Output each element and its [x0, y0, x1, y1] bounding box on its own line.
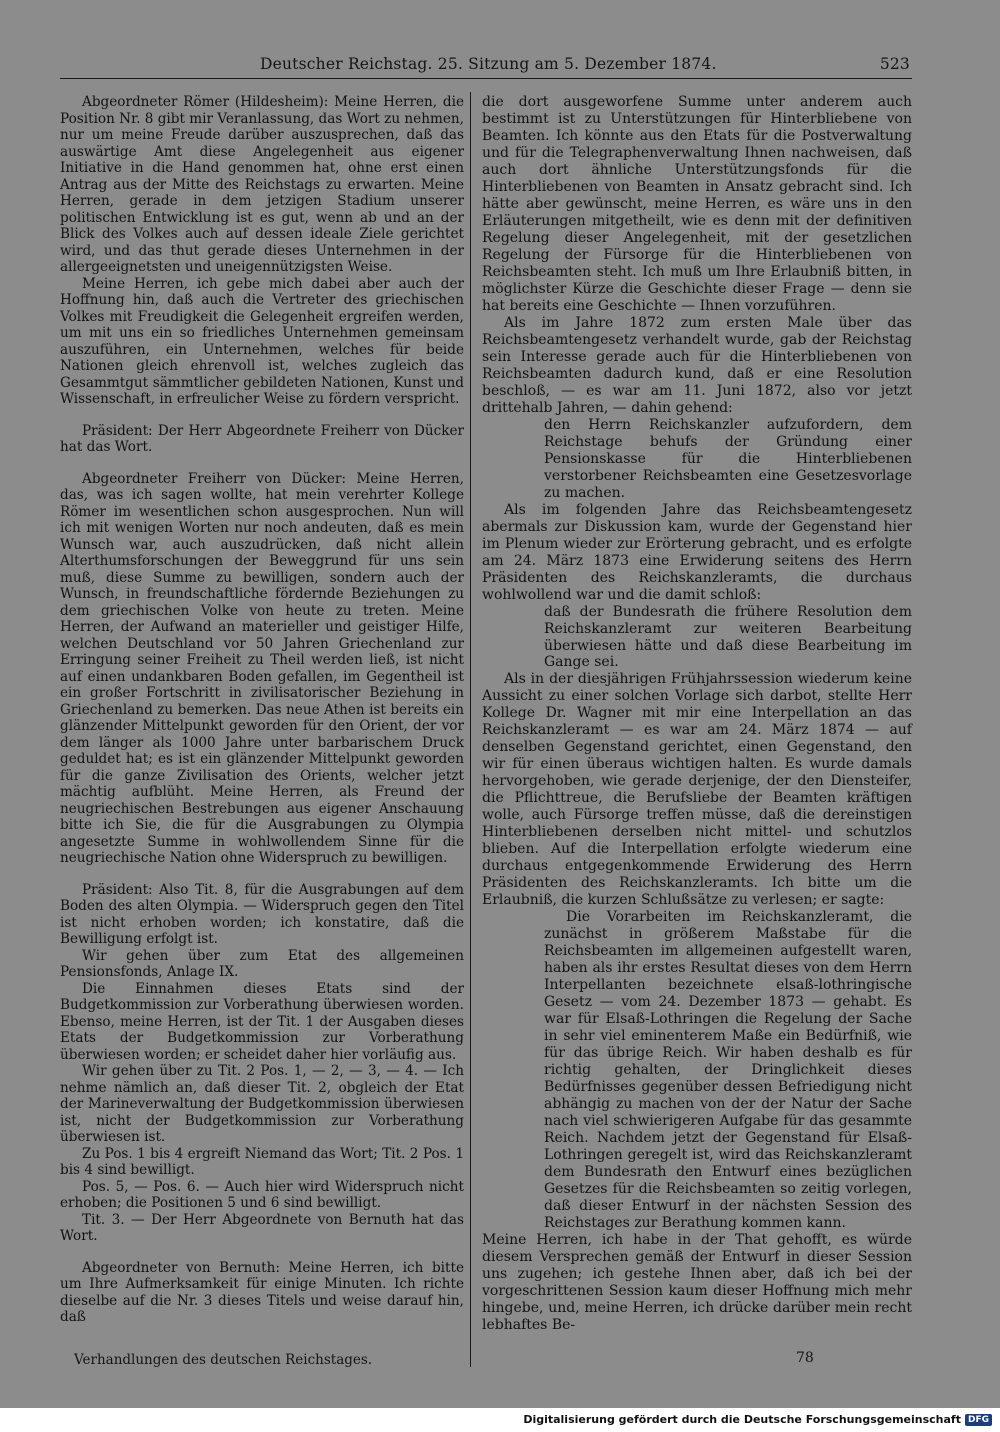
- paragraph: Wir gehen über zum Etat des allgemeinen Pensionsfonds, Anlage IX.: [60, 947, 464, 980]
- paragraph: Wir gehen über zu Tit. 2 Pos. 1, — 2, — 3, — 4. — Ich nehme nämlich an, daß dieser Tit. 2, obgleich der Etat der Marineverwaltung der Budgetkommission überwiesen ist, nicht der Budgetkommission zur Vorberathung überwiesen ist.: [60, 1063, 464, 1145]
- paragraph: Tit. 3. — Der Herr Abgeordnete von Bernuth hat das Wort.: [60, 1211, 464, 1244]
- paragraph: Abgeordneter Freiherr von Dücker: Meine Herren, das, was ich sagen wollte, hat mein verehrter Kollege Römer im wesentlichen schon ausgesprochen. Nun will ich mit wenigen Worten nur noch andeuten, daß es mein Wunsch war, auch auszudrücken, daß nicht allein Alterthumsforschungen der Beweggrund für uns sein muß, diese Summe zu bewilligen, sondern auch der Wunsch, in freundschaftliche fördernde Beziehungen zu dem griechischen Volke von heute zu treten. Meine Herren, der Aufwand an materieller und geistiger Hilfe, welchen Deutschland vor 50 Jahren Griechenland zur Erringung seiner Freiheit zu Theil werden ließ, ist nicht auf einen undankbaren Boden gefallen, im Gegentheil ist ein großer Fortschritt in zivilisatorischer Beziehung in Griechenland zu bemerken. Das neue Athen ist bereits ein glänzender Mittelpunkt geworden für den Orient, der vor dem länger als 1000 Jahre unter barbarischem Druck geduldet hat; es ist ein glänzender Mittelpunkt geworden für die ganze Zivilisation des Orients, welcher jetzt mächtig aufblüht. Meine Herren, als Freund der neugriechischen Bestrebungen aus eigener Anschauung bitte ich Sie, die für die Ausgrabungen zu Olympia angesetzte Summe in wohlwollendem Sinne für die neugriechische Nation ohne Widerspruch zu bewilligen.: [60, 470, 464, 866]
- paragraph: Abgeordneter Römer (Hildesheim): Meine Herren, die Position Nr. 8 gibt mir Veranlassung, das Wort zu nehmen, nur um meine Freude darüber auszusprechen, daß das auswärtige Amt diese Angelegenheit aus eigener Initiative in die Hand genommen hat, ohne erst einen Antrag aus der Mitte des Reichstags zu erwarten. Meine Herren, gerade in dem jetzigen Stadium unserer politischen Entwicklung ist es gut, wenn ab und an der Blick des Volkes auch auf dessen ideale Ziele gerichtet wird, und das thut gerade dieses Unternehmen in der allergeeignetsten und uneigennützigsten Weise.: [60, 94, 464, 275]
- footer-sheet-number: 78: [796, 1350, 814, 1366]
- paragraph: Als im Jahre 1872 zum ersten Male über das Reichsbeamtengesetz verhandelt wurde, gab der Reichstag sein Interesse gerade auch für die Hinterbliebenen von Reichsbeamten dadurch kund, daß er eine Resolution beschloß, — es war am 11. Juni 1872, also vor jetzt drittehalb Jahren, — dahin gehend:: [482, 314, 912, 416]
- paragraph: Meine Herren, ich gebe mich dabei aber auch der Hoffnung hin, daß auch die Vertreter des griechischen Volkes mit Freudigkeit die Gelegenheit ergreifen werden, um mit uns ein so friedliches Unternehmen gemeinsam auszuführen, ein Unternehmen, welches für beide Nationen gleich ehrenvoll ist, welches zugleich das Gesammtgut sämmtlicher gebildeten Nationen, Kunst und Wissenschaft, in erfreulicher Weise zu fördern verspricht.: [60, 275, 464, 407]
- quote: Die Vorarbeiten im Reichskanzleramt, die zunächst in größerem Maßstabe für die Reichsbeamten im allgemeinen aufgestellt waren, haben als ihr erstes Resultat dieses von dem Herrn Interpellanten bezeichnete elsaß-lothringische Gesetz — vom 24. Dezember 1873 — gehabt. Es war für Elsaß-Lothringen die Regelung der Sache in sehr viel eminenterem Maße ein Bedürfniß, wie für das übrige Reich. Wir haben deshalb es für richtig gehalten, der Dringlichkeit dieses Bedürfnisses gegenüber dessen Befriedigung nicht abhängig zu machen von der der Natur der Sache nach viel schwierigeren Aufgabe für das gesammte Reich. Nachdem jetzt der Gegenstand für Elsaß-Lothringen geregelt ist, wird das Reichskanzleramt dem Bundesrath den Entwurf eines bezüglichen Gesetzes für die Reichsbeamten so zeitig vorlegen, daß dieser Entwurf in der nächsten Session des Reichstages zur Berathung kommen kann.: [544, 909, 912, 1231]
- footer-publication: Verhandlungen des deutschen Reichstages.: [74, 1352, 373, 1368]
- paragraph: Abgeordneter von Bernuth: Meine Herren, ich bitte um Ihre Aufmerksamkeit für einige Minuten. Ich richte dieselbe auf die Nr. 3 dieses Titels und weise darauf hin, daß: [60, 1259, 464, 1325]
- right-column: [482, 94, 912, 1334]
- paragraph: Die Einnahmen dieses Etats sind der Budgetkommission zur Vorberathung überwiesen worden. Ebenso, meine Herren, ist der Tit. 1 der Ausgaben dieses Etats der Budgetkommission zur Vorberathung überwiesen worden; er scheidet daher hier vorläufig aus.: [60, 980, 464, 1063]
- header-title: Deutscher Reichstag. 25. Sitzung am 5. Dezember 1874.: [260, 55, 717, 73]
- paragraph: Als in der diesjährigen Frühjahrssession wiederum keine Aussicht zu einer solchen Vorlage sich darbot, stellte Herr Kollege Dr. Wagner mit mir eine Interpellation an das Reichskanzleramt — es war am 24. März 1874 — auf denselben Gegenstand gerichtet, einen Gegenstand, den wir für einen überaus wichtigen halten. Es wurde damals hervorgehoben, wie gerade derjenige, der den Diensteifer, die Pflichttreue, die Berufsliebe der Beamten kräftigen wolle, auch Fürsorge treffen müsse, daß die dereinstigen Hinterbliebenen derselben nicht mittel- und schutzlos blieben. Auf die Interpellation erfolgte wiederum eine durchaus entgegenkommende Erwiderung des Herrn Präsidenten des Reichskanzleramts. Ich bitte um die Erlaubniß, die kurzen Schlußsätze zu verlesen; er sagte:: [482, 671, 912, 909]
- paragraph: Präsident: Also Tit. 8, für die Ausgrabungen auf dem Boden des alten Olympia. — Widerspruch gegen den Titel ist nicht erhoben worden; ich konstatire, daß die Bewilligung erfolgt ist.: [60, 881, 464, 947]
- paragraph: Meine Herren, ich habe in der That gehofft, es würde diesem Versprechen gemäß der Entwurf in dieser Session uns zugehen; ich gestehe Ihnen aber, daß ich bei der vorgeschrittenen Session kaum dieser Hoffnung mich mehr hingebe, und, meine Herren, ich drücke darüber mein recht lebhaftes Be-: [482, 1231, 912, 1333]
- column-divider: [470, 92, 471, 1367]
- page-header: [60, 54, 912, 79]
- paragraph: Pos. 5, — Pos. 6. — Auch hier wird Widerspruch nicht erhoben; die Positionen 5 und 6 sind bewilligt.: [60, 1178, 464, 1211]
- page-number: 523: [879, 55, 910, 73]
- credit-text: Digitalisierung gefördert durch die Deutsche Forschungsgemeinschaft: [523, 1413, 961, 1426]
- dfg-logo: DFG: [965, 1414, 992, 1426]
- quote: daß der Bundesrath die frühere Resolution dem Reichskanzleramt zur weiteren Bearbeitung überwiesen hätte und daß diese Bearbeitung im Gange sei.: [544, 603, 912, 671]
- paragraph: Zu Pos. 1 bis 4 ergreift Niemand das Wort; Tit. 2 Pos. 1 bis 4 sind bewilligt.: [60, 1145, 464, 1178]
- paragraph: die dort ausgeworfene Summe unter anderem auch bestimmt ist zu Unterstützungen für Hinterbliebene von Beamten. Ich könnte aus den Etats für die Postverwaltung und für die Telegraphenverwaltung Ihnen nachweisen, daß auch dort ähnliche Unterstützungsfonds für die Hinterbliebenen von Beamten in Ansatz gebracht sind. Ich hätte aber gewünscht, meine Herren, es wäre uns in den Erläuterungen mitgetheilt, wie es denn mit der definitiven Regelung dieser Angelegenheit, mit der gesetzlichen Regelung der Fürsorge für die Hinterbliebenen von Reichsbeamten steht. Ich muß um Ihre Erlaubniß bitten, in möglichster Kürze die Geschichte dieser Frage — denn sie hat bereits eine Geschichte — Ihnen vorzuführen.: [482, 94, 912, 314]
- left-column: [60, 94, 464, 1326]
- paragraph: Präsident: Der Herr Abgeordnete Freiherr von Dücker hat das Wort.: [60, 422, 464, 455]
- paragraph: Als im folgenden Jahre das Reichsbeamtengesetz abermals zur Diskussion kam, wurde der Gegenstand hier im Plenum wieder zur Erörterung gebracht, und es erfolgte am 24. März 1873 eine Erwiderung seitens des Herrn Präsidenten des Reichskanzleramts, die durchaus wohlwollend war und die damit schloß:: [482, 501, 912, 603]
- quote: den Herrn Reichskanzler aufzufordern, dem Reichstage behufs der Gründung einer Pensionskasse für die Hinterbliebenen verstorbener Reichsbeamten eine Gesetzesvorlage zu machen.: [544, 416, 912, 501]
- digitization-credit: [523, 1413, 992, 1426]
